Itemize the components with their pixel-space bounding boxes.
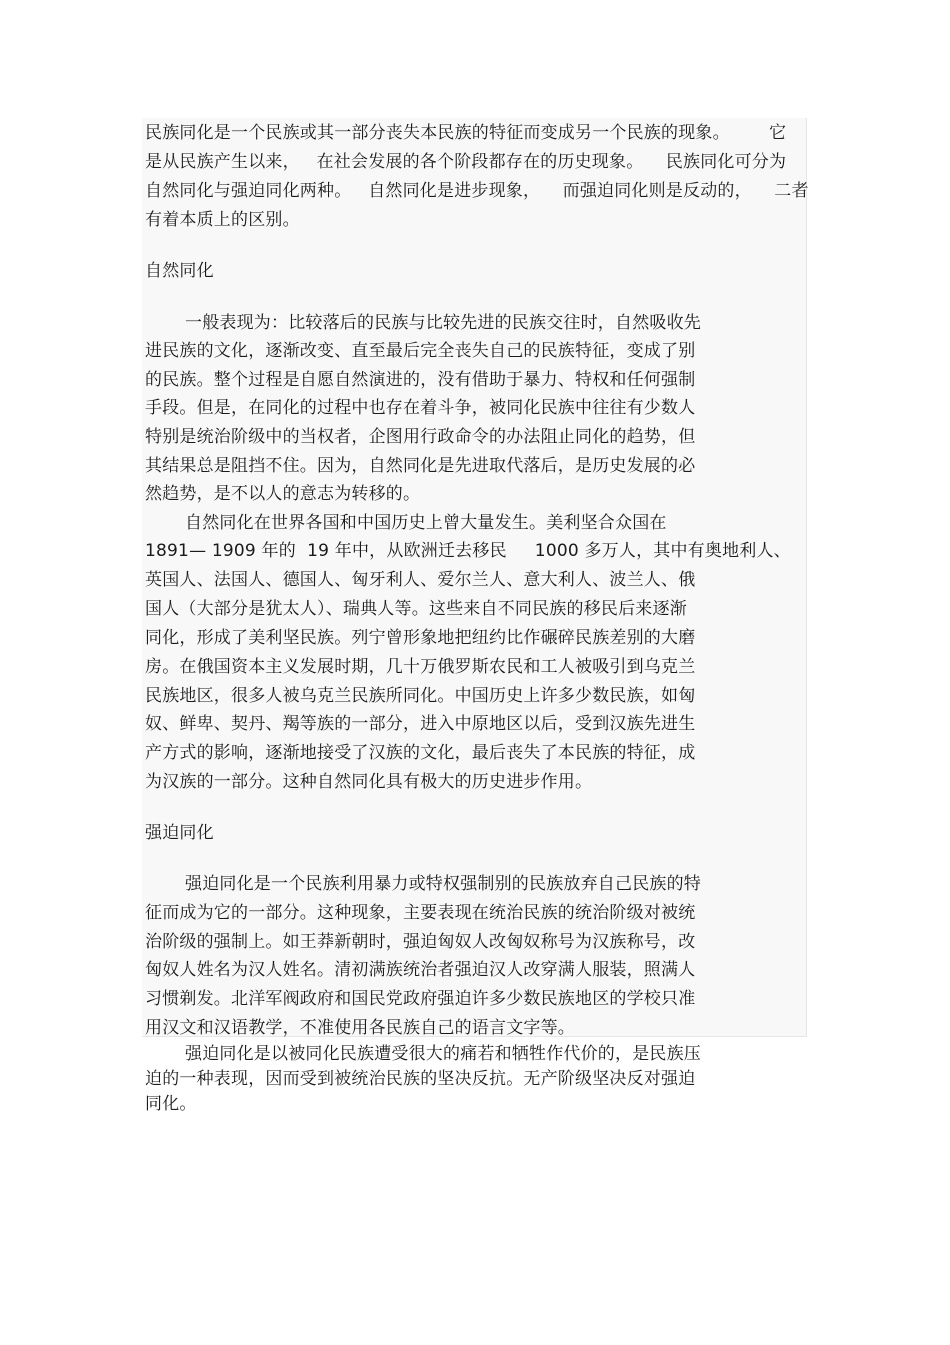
section-heading-forced: 强迫同化: [145, 823, 214, 843]
paragraph-line: 特别是统治阶级中的当权者，企图用行政命令的办法阻止同化的趋势，但: [145, 427, 696, 447]
paragraph-line: 习惯剃发。北洋军阀政府和国民党政府强迫许多少数民族地区的学校只准: [145, 989, 696, 1009]
paragraph-line: 为汉族的一部分。这种自然同化具有极大的历史进步作用。: [145, 772, 593, 792]
section-heading-natural: 自然同化: [145, 261, 214, 281]
paragraph-line: 房。在俄国资本主义发展时期，几十万俄罗斯农民和工人被吸引到乌克兰: [145, 657, 696, 677]
paragraph-line: 一般表现为：比较落后的民族与比较先进的民族交往时，自然吸收先: [185, 313, 701, 333]
paragraph-line: 同化。: [145, 1094, 197, 1114]
intro-line: 自然同化与强迫同化两种。 自然同化是进步现象， 而强迫同化则是反动的， 二者: [145, 181, 809, 201]
paragraph-line: 1891— 1909 年的 19 年中，从欧洲迁去移民 1000 多万人，其中有奥地利人、: [145, 541, 791, 561]
intro-line: 有着本质上的区别。: [145, 210, 300, 230]
paragraph-line: 强迫同化是以被同化民族遭受很大的痛若和牺牲作代价的，是民族压: [185, 1044, 701, 1064]
paragraph-line: 国人（大部分是犹太人）、瑞典人等。这些来自不同民族的移民后来逐渐: [145, 599, 687, 619]
intro-line: 民族同化是一个民族或其一部分丧失本民族的特征而变成另一个民族的现象。 它: [145, 123, 787, 143]
paragraph-line: 自然同化在世界各国和中国历史上曾大量发生。美利坚合众国在: [185, 513, 667, 533]
paragraph-line: 征而成为它的一部分。这种现象，主要表现在统治民族的统治阶级对被统: [145, 903, 696, 923]
paragraph-line: 治阶级的强制上。如王莽新朝时，强迫匈奴人改匈奴称号为汉族称号，改: [145, 932, 696, 952]
paragraph-line: 民族地区，很多人被乌克兰民族所同化。中国历史上许多少数民族，如匈: [145, 686, 696, 706]
paragraph-line: 其结果总是阻挡不住。因为，自然同化是先进取代落后，是历史发展的必: [145, 456, 696, 476]
paragraph-line: 匈奴人姓名为汉人姓名。清初满族统治者强迫汉人改穿满人服装，照满人: [145, 960, 696, 980]
intro-line: 是从民族产生以来， 在社会发展的各个阶段都存在的历史现象。 民族同化可分为: [145, 152, 787, 172]
paragraph-line: 产方式的影响，逐渐地接受了汉族的文化，最后丧失了本民族的特征，成: [145, 743, 696, 763]
paragraph-line: 进民族的文化，逐渐改变、直至最后完全丧失自己的民族特征，变成了别: [145, 341, 696, 361]
paragraph-line: 然趋势，是不以人的意志为转移的。: [145, 484, 421, 504]
paragraph-line: 奴、鲜卑、契丹、羯等族的一部分，进入中原地区以后，受到汉族先进生: [145, 714, 696, 734]
paragraph-line: 的民族。整个过程是自愿自然演进的，没有借助于暴力、特权和任何强制: [145, 370, 696, 390]
paragraph-line: 同化，形成了美利坚民族。列宁曾形象地把纽约比作碾碎民族差别的大磨: [145, 628, 696, 648]
paragraph-line: 手段。但是，在同化的过程中也存在着斗争，被同化民族中往往有少数人: [145, 398, 696, 418]
paragraph-line: 用汉文和汉语教学，不准使用各民族自己的语言文字等。: [145, 1018, 575, 1038]
paragraph-line: 英国人、法国人、德国人、匈牙利人、爱尔兰人、意大利人、波兰人、俄: [145, 570, 696, 590]
paragraph-line: 强迫同化是一个民族利用暴力或特权强制别的民族放弃自己民族的特: [185, 874, 701, 894]
paragraph-line: 迫的一种表现，因而受到被统治民族的坚决反抗。无产阶级坚决反对强迫: [145, 1069, 696, 1089]
